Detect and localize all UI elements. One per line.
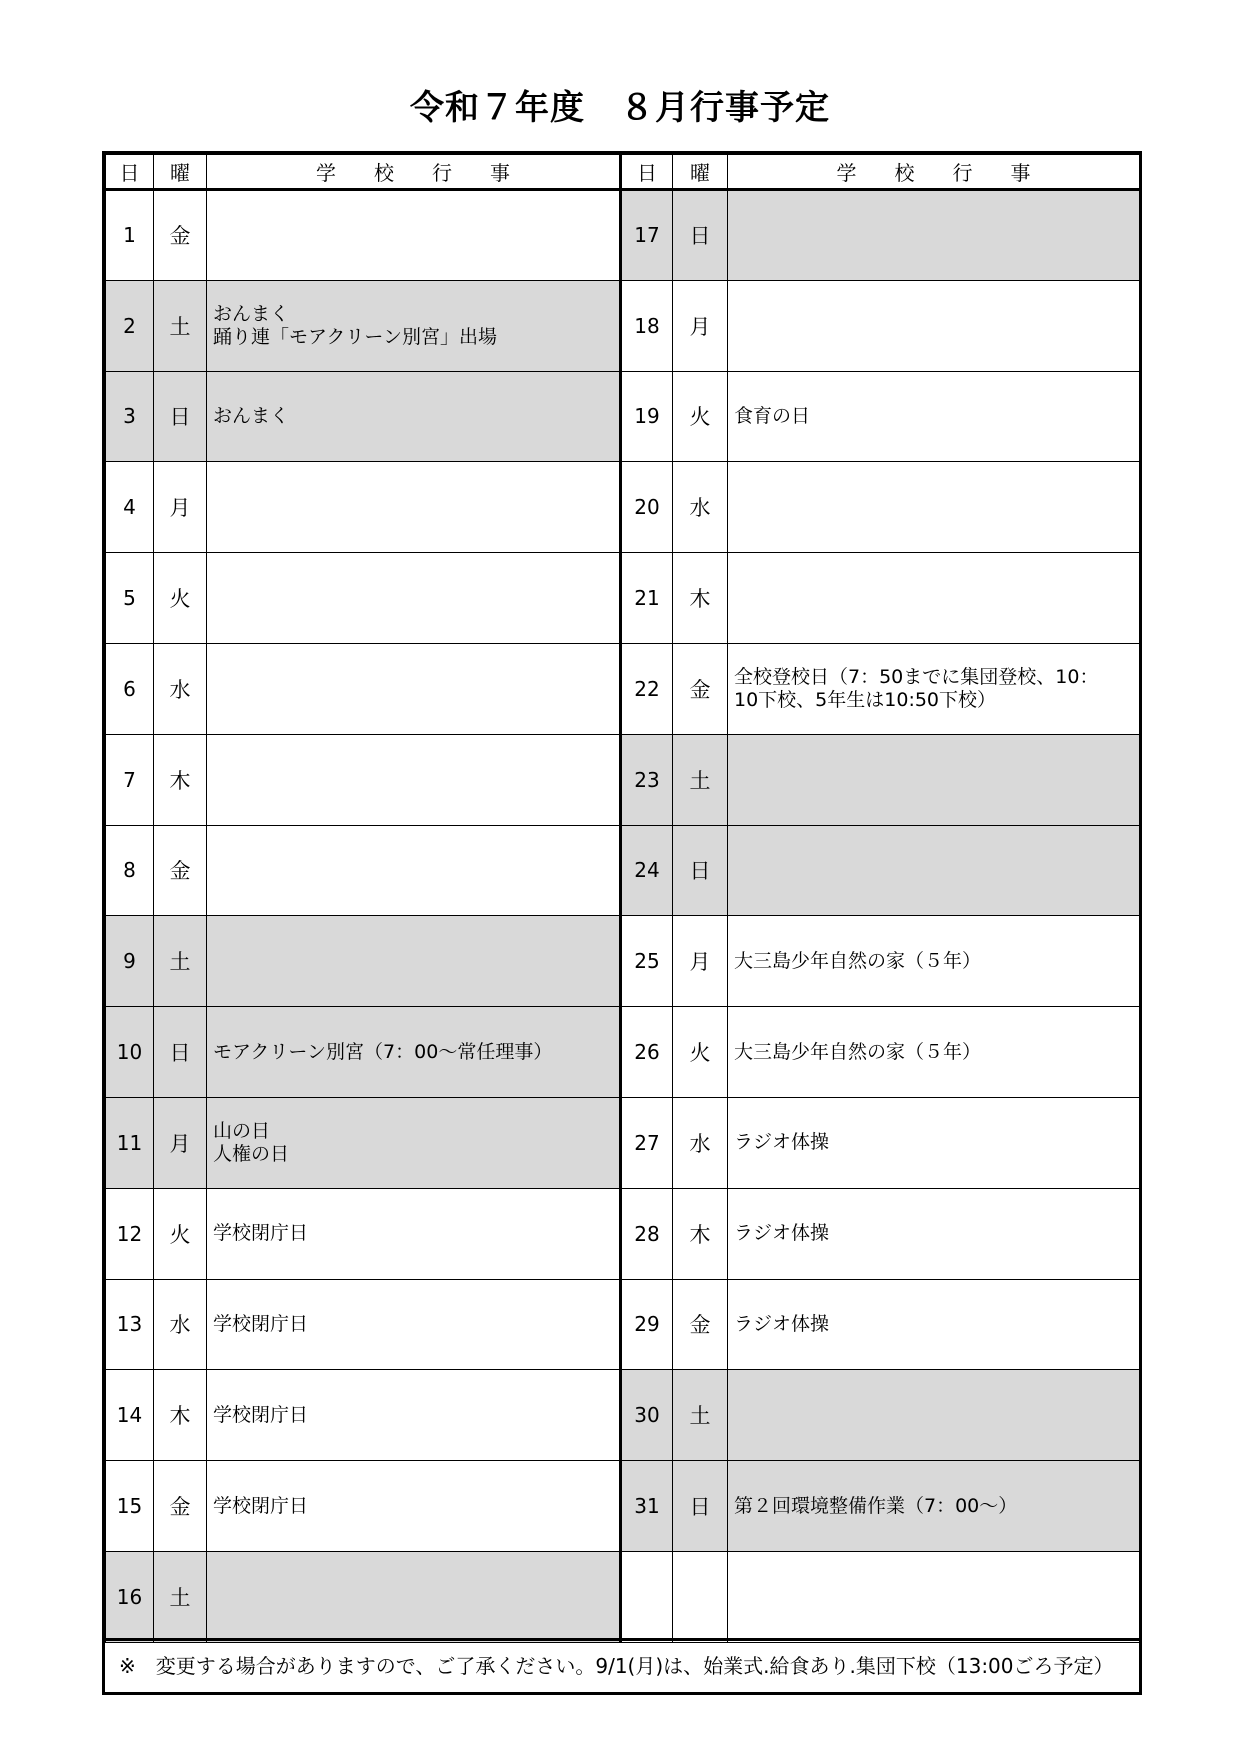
table-row [106, 825, 1140, 916]
weekday: 日 [673, 1461, 728, 1552]
events-cell [728, 1461, 1140, 1552]
day-number: 18 [621, 280, 673, 371]
table-row [106, 1370, 1140, 1461]
day-number: 10 [106, 1007, 154, 1098]
weekday: 土 [154, 916, 207, 1007]
weekday: 火 [154, 553, 207, 644]
weekday: 金 [154, 825, 207, 916]
day-number: 1 [106, 190, 154, 281]
events-cell [207, 1007, 621, 1098]
day-number: 6 [106, 643, 154, 734]
events-cell [207, 190, 621, 281]
events-cell [728, 643, 1140, 734]
event-line: 10下校、5年生は10:50下校） [734, 688, 997, 711]
events-cell [207, 1279, 621, 1370]
table-header-row [106, 155, 1140, 190]
event-line: おんまく [213, 404, 290, 427]
event-line: ラジオ体操 [734, 1131, 830, 1154]
header-events-left: 学校行事 [207, 155, 621, 190]
day-number: 14 [106, 1370, 154, 1461]
weekday: 土 [154, 280, 207, 371]
events-cell [207, 553, 621, 644]
events-cell [207, 280, 621, 371]
events-cell [207, 371, 621, 462]
events-cell [728, 825, 1140, 916]
weekday: 木 [154, 1370, 207, 1461]
event-line: 山の日 [213, 1119, 271, 1142]
day-number [621, 1551, 673, 1642]
weekday: 日 [673, 190, 728, 281]
events-cell [207, 1188, 621, 1279]
weekday: 月 [154, 1097, 207, 1188]
day-number: 2 [106, 280, 154, 371]
weekday: 日 [154, 1007, 207, 1098]
events-cell [728, 1097, 1140, 1188]
header-weekday-right: 曜 [673, 155, 728, 190]
day-number: 7 [106, 734, 154, 825]
day-number: 31 [621, 1461, 673, 1552]
weekday: 火 [154, 1188, 207, 1279]
events-cell [207, 1461, 621, 1552]
weekday: 火 [673, 371, 728, 462]
day-number: 20 [621, 462, 673, 553]
day-number: 22 [621, 643, 673, 734]
page-title: 令和７年度 ８月行事予定 [410, 88, 830, 128]
table-row [106, 190, 1140, 281]
events-cell [728, 1007, 1140, 1098]
day-number: 4 [106, 462, 154, 553]
day-number: 23 [621, 734, 673, 825]
weekday: 水 [154, 643, 207, 734]
day-number: 30 [621, 1370, 673, 1461]
events-cell [728, 462, 1140, 553]
header-events-right: 学校行事 [728, 155, 1140, 190]
event-line: 食育の日 [734, 404, 811, 427]
weekday: 金 [673, 643, 728, 734]
day-number: 5 [106, 553, 154, 644]
events-cell [728, 371, 1140, 462]
day-number: 28 [621, 1188, 673, 1279]
day-number: 25 [621, 916, 673, 1007]
event-line: 大三島少年自然の家（５年） [734, 949, 982, 972]
weekday: 金 [154, 1461, 207, 1552]
events-cell [207, 462, 621, 553]
events-cell [728, 1188, 1140, 1279]
weekday: 土 [673, 1370, 728, 1461]
day-number: 8 [106, 825, 154, 916]
events-cell [728, 553, 1140, 644]
weekday: 土 [154, 1551, 207, 1642]
events-cell [728, 280, 1140, 371]
event-line: 踊り連「モアクリーン別宮」出場 [213, 325, 498, 348]
events-cell [728, 734, 1140, 825]
day-number: 26 [621, 1007, 673, 1098]
table-row [106, 1097, 1140, 1188]
table-row [106, 371, 1140, 462]
event-line: 学校閉庁日 [213, 1222, 309, 1245]
weekday: 月 [154, 462, 207, 553]
event-line: ラジオ体操 [734, 1222, 830, 1245]
events-cell [207, 1551, 621, 1642]
day-number: 11 [106, 1097, 154, 1188]
event-line: 第２回環境整備作業（7：00～） [734, 1494, 1018, 1517]
weekday: 木 [673, 1188, 728, 1279]
weekday: 月 [673, 280, 728, 371]
weekday: 木 [673, 553, 728, 644]
events-cell [207, 643, 621, 734]
events-cell [207, 734, 621, 825]
weekday: 金 [154, 190, 207, 281]
day-number: 12 [106, 1188, 154, 1279]
table-row [106, 1461, 1140, 1552]
weekday [673, 1551, 728, 1642]
header-weekday-left: 曜 [154, 155, 207, 190]
event-line: 学校閉庁日 [213, 1403, 309, 1426]
event-line: おんまく [213, 302, 290, 325]
table-row [106, 462, 1140, 553]
footer-note: ※ 変更する場合がありますので、ご了承ください。9/1(月)は、始業式.給食あり.集団下校（13:00ごろ予定） [105, 1638, 1139, 1692]
table-row [106, 1007, 1140, 1098]
events-cell [207, 1370, 621, 1461]
weekday: 水 [673, 1097, 728, 1188]
weekday: 金 [673, 1279, 728, 1370]
day-number: 19 [621, 371, 673, 462]
event-line: 大三島少年自然の家（５年） [734, 1040, 982, 1063]
day-number: 15 [106, 1461, 154, 1552]
events-cell [728, 1279, 1140, 1370]
day-number: 21 [621, 553, 673, 644]
table-row [106, 1551, 1140, 1642]
event-line: ラジオ体操 [734, 1312, 830, 1335]
header-day-right: 日 [621, 155, 673, 190]
header-day-left: 日 [106, 155, 154, 190]
schedule-body [106, 190, 1140, 1643]
day-number: 16 [106, 1551, 154, 1642]
event-line: 人権の日 [213, 1142, 290, 1165]
day-number: 3 [106, 371, 154, 462]
events-cell [207, 1097, 621, 1188]
weekday: 水 [673, 462, 728, 553]
table-row [106, 916, 1140, 1007]
events-cell [728, 190, 1140, 281]
schedule-table [105, 154, 1140, 1643]
event-line: モアクリーン別宮（7：00～常任理事） [213, 1040, 553, 1063]
day-number: 29 [621, 1279, 673, 1370]
table-row [106, 1279, 1140, 1370]
events-cell [207, 825, 621, 916]
table-row [106, 1188, 1140, 1279]
weekday: 水 [154, 1279, 207, 1370]
weekday: 土 [673, 734, 728, 825]
event-line: 学校閉庁日 [213, 1494, 309, 1517]
table-row [106, 280, 1140, 371]
day-number: 13 [106, 1279, 154, 1370]
events-cell [728, 916, 1140, 1007]
events-cell [207, 916, 621, 1007]
day-number: 9 [106, 916, 154, 1007]
weekday: 日 [673, 825, 728, 916]
events-cell [728, 1551, 1140, 1642]
day-number: 17 [621, 190, 673, 281]
events-cell [728, 1370, 1140, 1461]
weekday: 日 [154, 371, 207, 462]
weekday: 火 [673, 1007, 728, 1098]
event-line: 全校登校日（7：50までに集団登校、10： [734, 665, 1099, 688]
weekday: 木 [154, 734, 207, 825]
table-row [106, 643, 1140, 734]
table-row [106, 553, 1140, 644]
day-number: 27 [621, 1097, 673, 1188]
schedule-sheet [102, 151, 1142, 1695]
weekday: 月 [673, 916, 728, 1007]
event-line: 学校閉庁日 [213, 1312, 309, 1335]
day-number: 24 [621, 825, 673, 916]
table-row [106, 734, 1140, 825]
